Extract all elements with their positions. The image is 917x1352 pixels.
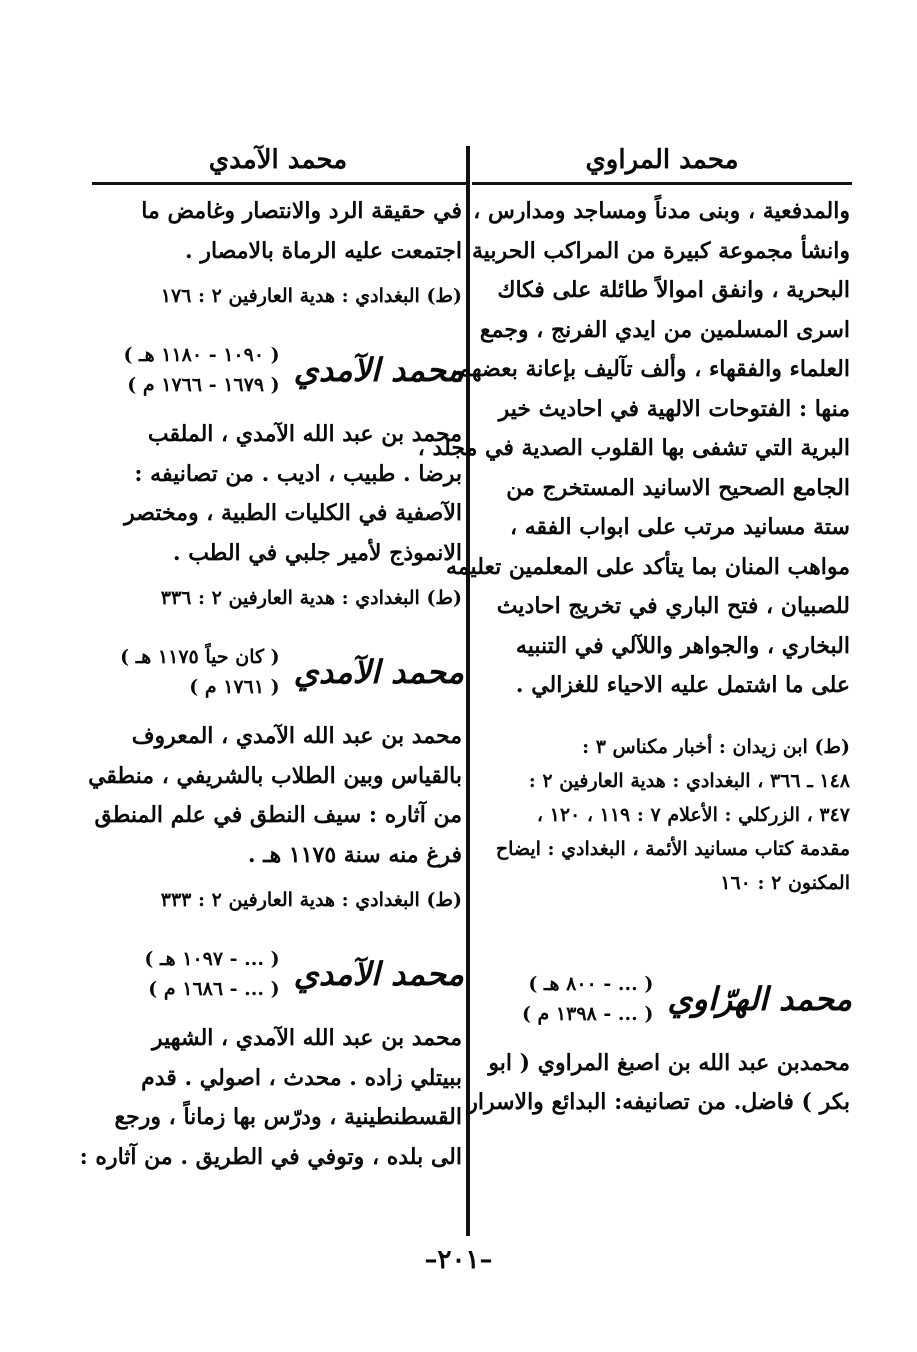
text-line: من آثاره : سيف النطق في علم المنطق [94, 802, 462, 828]
text-line: مواهب المنان بما يتأكد على المعلمين تعليمه [446, 553, 850, 580]
entry-heading [92, 637, 464, 707]
entry-heading [472, 964, 852, 1034]
column-divider [466, 146, 470, 1236]
entry-body [79, 1019, 464, 1177]
entry-heading [92, 335, 464, 405]
text-line: اجتمعت عليه الرماة بالامصار . [185, 237, 462, 264]
text-line: والمدفعية ، وبنى مدناً ومساجد ومدارس ، [473, 198, 850, 224]
text-line: وانشأ مجموعة كبيرة من المراكب الحربية [472, 237, 850, 264]
text-line: محمد بن عبد الله الآمدي ، الشهير [152, 1025, 462, 1051]
entry-name: محمد الآمدي [293, 351, 464, 389]
text-line: اسرى المسلمين من ايدي الفرنج ، وجمع [479, 316, 850, 343]
dates-gregorian: ( ١٦٧٩ - ١٧٦٦ م ) [127, 374, 280, 396]
text-line: البخاري ، والجواهر واللآلي في التنبيه [515, 632, 850, 659]
dates-gregorian: ( ١٧٦١ م ) [189, 676, 280, 698]
entry-reference [92, 581, 464, 615]
text-line: الآصفية في الكليات الطبية ، ومختصر [124, 500, 462, 526]
text-line: الجامع الصحيح الاسانيد المستخرج من [506, 474, 850, 501]
text-line: ستة مسانيد مرتب على ابواب الفقه ، [509, 514, 850, 540]
reference-line: (ط) البغدادي : هدية العارفين ٢ : ٣٣٦ [160, 587, 462, 609]
text-line: الانموذج لأمير جلبي في الطب . [172, 539, 462, 566]
text-line: العلماء والفقهاء ، وألف تآليف بإعانة بعضهم، [450, 356, 850, 382]
right-body-text [417, 192, 852, 706]
reference-line: (ط) البغدادي : هدية العارفين ٢ : ١٧٦ [160, 285, 462, 307]
dates-hijri: ( ... - ١٠٩٧ هـ ) [144, 948, 280, 970]
entry-heading [92, 939, 464, 1009]
text-line: بكر ) فاضل. من تصانيفه: البدائع والاسرار [467, 1089, 850, 1115]
text-line: البحرية ، وانفق اموالاً طائلة على فكاك [497, 277, 850, 303]
intro-reference [92, 279, 464, 313]
reference-line: مقدمة كتاب مسانيد الأئمة ، البغدادي : ايضاح [495, 837, 850, 860]
text-line: محمد بن عبد الله الآمدي ، الملقب [147, 421, 462, 447]
text-line: في حقيقة الرد والانتصار وغامض ما [141, 198, 462, 224]
text-line: القسطنطينية ، ودرّس بها زماناً ، ورجع [114, 1104, 462, 1130]
dates-gregorian: ( ... - ١٦٨٦ م ) [148, 978, 280, 1000]
left-intro-text [92, 192, 464, 271]
dates-hijri: ( كان حياً ١١٧٥ هـ ) [120, 646, 280, 668]
running-head-right: محمد المراوي [585, 145, 739, 175]
reference-line: المكنون ٢ : ١٦٠ [720, 871, 850, 894]
entry-name: محمد الآمدي [293, 955, 464, 993]
text-line: الى بلده ، وتوفي في الطريق . من آثاره : [79, 1143, 462, 1170]
right-column [417, 140, 852, 1123]
entry-dates [144, 944, 279, 1004]
right-references [472, 730, 852, 900]
text-line: محمد بن عبد الله الآمدي ، المعروف [131, 723, 462, 749]
dates-gregorian: ( ... - ١٣٩٨ م ) [521, 1002, 654, 1025]
reference-line: ٣٤٧ ، الزركلي : الأعلام ٧ : ١١٩ ، ١٢٠ ، [536, 803, 850, 826]
entry-body [88, 717, 464, 875]
running-head-left: محمد الآمدي [208, 145, 348, 175]
entry-name: محمد الهرّاوي [667, 979, 852, 1018]
reference-line: (ط) البغدادي : هدية العارفين ٢ : ٣٣٣ [160, 889, 462, 911]
dates-hijri: ( ١٠٩٠ - ١١٨٠ هـ ) [123, 344, 280, 366]
entry-dates [120, 642, 280, 702]
text-line: برضا . طبيب ، اديب . من تصانيفه : [134, 460, 462, 487]
text-line: البرية التي تشفى بها القلوب الصدية في مجلد ، [417, 435, 850, 461]
dates-hijri: ( ... - ٨٠٠ هـ ) [528, 972, 654, 995]
entry-reference [92, 883, 464, 917]
text-line: محمدبن عبد الله بن اصبغ المراوي ( ابو [488, 1049, 850, 1076]
text-line: فرغ منه سنة ١١٧٥ هـ . [247, 841, 462, 868]
page-number: –٢٠١– [424, 1245, 493, 1275]
entry-body [92, 415, 464, 573]
reference-line: (ط) ابن زيدان : أخبار مكناس ٣ : [582, 735, 850, 758]
entry-body [467, 1044, 852, 1123]
text-line: منها : الفتوحات الالهية في احاديث خير [498, 395, 850, 422]
text-line: على ما اشتمل عليه الاحياء للغزالي . [515, 672, 850, 698]
entry-dates [522, 969, 653, 1029]
reference-line: ١٤٨ ـ ٣٦٦ ، البغدادي : هدية العارفين ٢ : [528, 769, 850, 792]
text-line: بالقياس وبين الطلاب بالشريفي ، منطقي [88, 762, 462, 789]
entry-name: محمد الآمدي [293, 653, 464, 691]
text-line: ببيتلي زاده . محدث ، اصولي . قدم [141, 1064, 462, 1091]
left-column [79, 140, 464, 1177]
entry-dates [123, 340, 279, 400]
text-line: للصبيان ، فتح الباري في تخريج احاديث [496, 593, 850, 619]
